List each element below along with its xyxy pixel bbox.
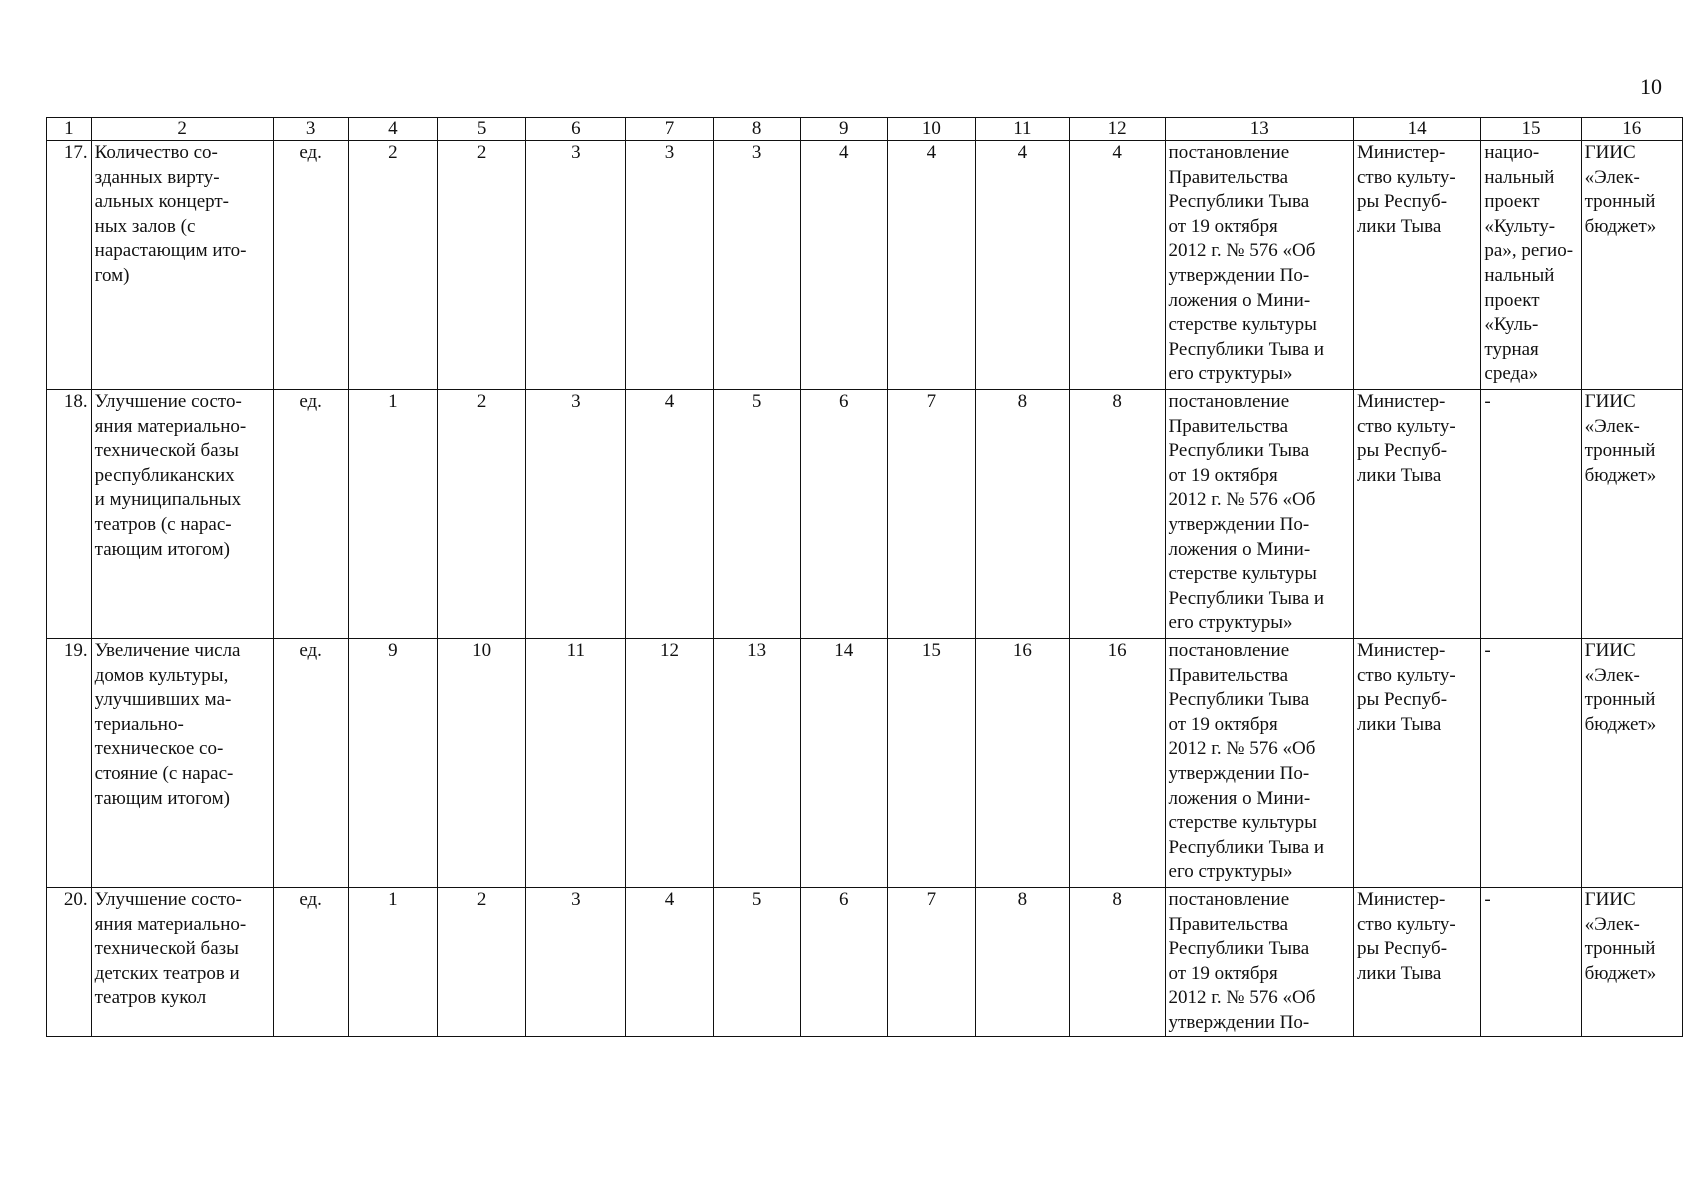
text-line: утверждении По- — [1168, 264, 1310, 286]
text-line: ство культу- — [1356, 166, 1456, 188]
responsible-cell — [1353, 141, 1480, 390]
text-line: от 19 октября — [1168, 962, 1278, 984]
text-line: технической базы — [94, 440, 239, 462]
text-line: ГИИС — [1584, 391, 1636, 412]
responsible-cell — [1353, 639, 1480, 888]
text-line: Министер- — [1356, 889, 1446, 910]
text-line: «Элек- — [1584, 913, 1640, 935]
unit-cell: ед. — [273, 639, 348, 888]
text-line: стерстве культуры — [1168, 563, 1317, 585]
table-row — [47, 390, 1683, 639]
text-line: нарастающим ито- — [94, 240, 247, 262]
column-header: 7 — [626, 118, 713, 141]
text-line: Правительства — [1168, 664, 1289, 686]
text-line: ных залов (с — [94, 215, 196, 237]
indicator-name — [91, 141, 273, 390]
value-cell: 9 — [348, 639, 437, 888]
column-header: 3 — [273, 118, 348, 141]
text-line: ложения о Мини- — [1168, 538, 1311, 560]
text-line: лики Тыва — [1356, 962, 1442, 984]
project-cell — [1481, 639, 1581, 888]
text-line: ры Респуб- — [1356, 938, 1448, 960]
value-cell: 8 — [1069, 390, 1165, 639]
value-cell: 3 — [526, 390, 626, 639]
text-line: республиканских — [94, 464, 235, 486]
value-cell: 8 — [1069, 888, 1165, 1037]
text-line: и муниципальных — [94, 489, 242, 511]
text-line: техническое со- — [94, 738, 224, 760]
text-line: Правительства — [1168, 415, 1289, 437]
text-line: лики Тыва — [1356, 215, 1442, 237]
value-cell: 8 — [976, 390, 1070, 639]
text-line: стояние (с нарас- — [94, 762, 234, 784]
column-header: 11 — [976, 118, 1070, 141]
value-cell: 1 — [348, 888, 437, 1037]
text-line: утверждении По- — [1168, 762, 1310, 784]
value-cell: 3 — [526, 141, 626, 390]
responsible-cell — [1353, 390, 1480, 639]
value-cell: 2 — [438, 390, 526, 639]
value-cell: 5 — [713, 888, 800, 1037]
text-line: турная — [1484, 338, 1539, 360]
text-line: утверждении По- — [1168, 1011, 1310, 1033]
text-line: яния материально- — [94, 913, 247, 935]
text-line: нальный — [1484, 166, 1555, 188]
row-number: 18. — [47, 390, 92, 639]
document-cell — [1165, 888, 1353, 1037]
value-cell: 6 — [800, 888, 887, 1037]
text-line: ство культу- — [1356, 664, 1456, 686]
text-line: проект — [1484, 191, 1540, 213]
source-cell — [1581, 141, 1682, 390]
column-header: 15 — [1481, 118, 1581, 141]
text-line: постановление — [1168, 391, 1290, 412]
value-cell: 4 — [1069, 141, 1165, 390]
text-line: ра», регио- — [1484, 240, 1574, 262]
text-line: ГИИС — [1584, 640, 1636, 661]
unit-cell: ед. — [273, 390, 348, 639]
text-line: постановление — [1168, 889, 1290, 910]
table-row — [47, 639, 1683, 888]
project-cell — [1481, 888, 1581, 1037]
text-line: «Культу- — [1484, 215, 1556, 237]
text-line: «Элек- — [1584, 415, 1640, 437]
column-header: 2 — [91, 118, 273, 141]
source-cell — [1581, 888, 1682, 1037]
text-line: Министер- — [1356, 391, 1446, 412]
column-header: 10 — [887, 118, 975, 141]
unit-cell: ед. — [273, 888, 348, 1037]
text-line: Республики Тыва и — [1168, 338, 1325, 360]
project-cell — [1481, 390, 1581, 639]
text-line: тронный — [1584, 938, 1656, 960]
text-line: Республики Тыва — [1168, 689, 1310, 711]
text-line: Увеличение числа — [94, 640, 241, 661]
table-row — [47, 888, 1683, 1037]
text-line: стерстве культуры — [1168, 812, 1317, 834]
indicator-name — [91, 888, 273, 1037]
text-line: его структуры» — [1168, 363, 1293, 385]
text-line: улучшивших ма- — [94, 689, 232, 711]
value-cell: 7 — [887, 888, 975, 1037]
text-line: бюджет» — [1584, 464, 1657, 486]
text-line: Республики Тыва и — [1168, 587, 1325, 609]
text-line: 2012 г. № 576 «Об — [1168, 987, 1316, 1009]
value-cell: 3 — [526, 888, 626, 1037]
row-number: 17. — [47, 141, 92, 390]
text-line: постановление — [1168, 640, 1290, 661]
text-line: лики Тыва — [1356, 464, 1442, 486]
value-cell: 5 — [713, 390, 800, 639]
text-line: 2012 г. № 576 «Об — [1168, 738, 1316, 760]
value-cell: 10 — [438, 639, 526, 888]
text-line: Республики Тыва — [1168, 938, 1310, 960]
text-line: Министер- — [1356, 142, 1446, 163]
text-line: бюджет» — [1584, 962, 1657, 984]
text-line: тронный — [1584, 191, 1656, 213]
text-line: от 19 октября — [1168, 713, 1278, 735]
text-line: ры Респуб- — [1356, 191, 1448, 213]
text-line: Республики Тыва и — [1168, 836, 1325, 858]
table-header-row — [47, 118, 1683, 141]
column-header: 8 — [713, 118, 800, 141]
document-cell — [1165, 639, 1353, 888]
value-cell: 2 — [438, 141, 526, 390]
text-line: Правительства — [1168, 166, 1289, 188]
text-line: утверждении По- — [1168, 513, 1310, 535]
text-line: его структуры» — [1168, 612, 1293, 634]
text-line: Улучшение состо- — [94, 889, 242, 910]
text-line: бюджет» — [1584, 713, 1657, 735]
text-line: тронный — [1584, 689, 1656, 711]
text-line: театров кукол — [94, 987, 207, 1009]
text-line: териально- — [94, 713, 184, 735]
indicator-name — [91, 639, 273, 888]
column-header: 4 — [348, 118, 437, 141]
value-cell: 11 — [526, 639, 626, 888]
value-cell: 16 — [1069, 639, 1165, 888]
text-line: Количество со- — [94, 142, 218, 163]
value-cell: 4 — [887, 141, 975, 390]
document-cell — [1165, 390, 1353, 639]
column-header: 12 — [1069, 118, 1165, 141]
text-line: «Элек- — [1584, 664, 1640, 686]
value-cell: 13 — [713, 639, 800, 888]
column-header: 1 — [47, 118, 92, 141]
row-number: 20. — [47, 888, 92, 1037]
text-line: 2012 г. № 576 «Об — [1168, 240, 1316, 262]
text-line: ры Респуб- — [1356, 689, 1448, 711]
text-line: Улучшение состо- — [94, 391, 242, 412]
value-cell: 4 — [976, 141, 1070, 390]
value-cell: 7 — [887, 390, 975, 639]
text-line: тающим итогом) — [94, 538, 230, 560]
column-header: 16 — [1581, 118, 1682, 141]
value-cell: 3 — [713, 141, 800, 390]
text-line: его структуры» — [1168, 861, 1293, 883]
value-cell: 12 — [626, 639, 713, 888]
text-line: среда» — [1484, 363, 1539, 385]
value-cell: 6 — [800, 390, 887, 639]
column-header: 6 — [526, 118, 626, 141]
text-line: нацио- — [1484, 142, 1540, 163]
text-line: 2012 г. № 576 «Об — [1168, 489, 1316, 511]
text-line: тающим итогом) — [94, 787, 230, 809]
text-line: театров (с нарас- — [94, 513, 232, 535]
text-line: бюджет» — [1584, 215, 1657, 237]
table-row — [47, 141, 1683, 390]
text-line: зданных вирту- — [94, 166, 220, 188]
text-line: альных концерт- — [94, 191, 230, 213]
responsible-cell — [1353, 888, 1480, 1037]
document-cell — [1165, 141, 1353, 390]
value-cell: 3 — [626, 141, 713, 390]
value-cell: 1 — [348, 390, 437, 639]
text-line: от 19 октября — [1168, 215, 1278, 237]
text-line: ГИИС — [1584, 142, 1636, 163]
text-line: лики Тыва — [1356, 713, 1442, 735]
text-line: от 19 октября — [1168, 464, 1278, 486]
value-cell: 8 — [976, 888, 1070, 1037]
text-line: ложения о Мини- — [1168, 787, 1311, 809]
value-cell: 4 — [800, 141, 887, 390]
text-line: «Элек- — [1584, 166, 1640, 188]
row-number: 19. — [47, 639, 92, 888]
value-cell: 2 — [348, 141, 437, 390]
value-cell: 4 — [626, 390, 713, 639]
value-cell: 15 — [887, 639, 975, 888]
indicator-name — [91, 390, 273, 639]
column-header: 5 — [438, 118, 526, 141]
text-line: - — [1484, 391, 1491, 412]
value-cell: 16 — [976, 639, 1070, 888]
text-line: - — [1484, 640, 1491, 661]
indicators-table — [46, 117, 1683, 1037]
text-line: ГИИС — [1584, 889, 1636, 910]
text-line: ры Респуб- — [1356, 440, 1448, 462]
column-header: 9 — [800, 118, 887, 141]
column-header: 13 — [1165, 118, 1353, 141]
unit-cell: ед. — [273, 141, 348, 390]
value-cell: 4 — [626, 888, 713, 1037]
text-line: технической базы — [94, 938, 239, 960]
text-line: гом) — [94, 264, 130, 286]
value-cell: 2 — [438, 888, 526, 1037]
text-line: - — [1484, 889, 1491, 910]
text-line: нальный — [1484, 264, 1555, 286]
text-line: ложения о Мини- — [1168, 289, 1311, 311]
text-line: ство культу- — [1356, 913, 1456, 935]
text-line: «Куль- — [1484, 314, 1539, 336]
text-line: Республики Тыва — [1168, 440, 1310, 462]
source-cell — [1581, 390, 1682, 639]
column-header: 14 — [1353, 118, 1480, 141]
text-line: Правительства — [1168, 913, 1289, 935]
project-cell — [1481, 141, 1581, 390]
text-line: домов культуры, — [94, 664, 229, 686]
text-line: тронный — [1584, 440, 1656, 462]
page-number: 10 — [1640, 74, 1662, 99]
text-line: ство культу- — [1356, 415, 1456, 437]
source-cell — [1581, 639, 1682, 888]
text-line: проект — [1484, 289, 1540, 311]
text-line: стерстве культуры — [1168, 314, 1317, 336]
text-line: постановление — [1168, 142, 1290, 163]
value-cell: 14 — [800, 639, 887, 888]
text-line: яния материально- — [94, 415, 247, 437]
text-line: детских театров и — [94, 962, 240, 984]
text-line: Республики Тыва — [1168, 191, 1310, 213]
text-line: Министер- — [1356, 640, 1446, 661]
